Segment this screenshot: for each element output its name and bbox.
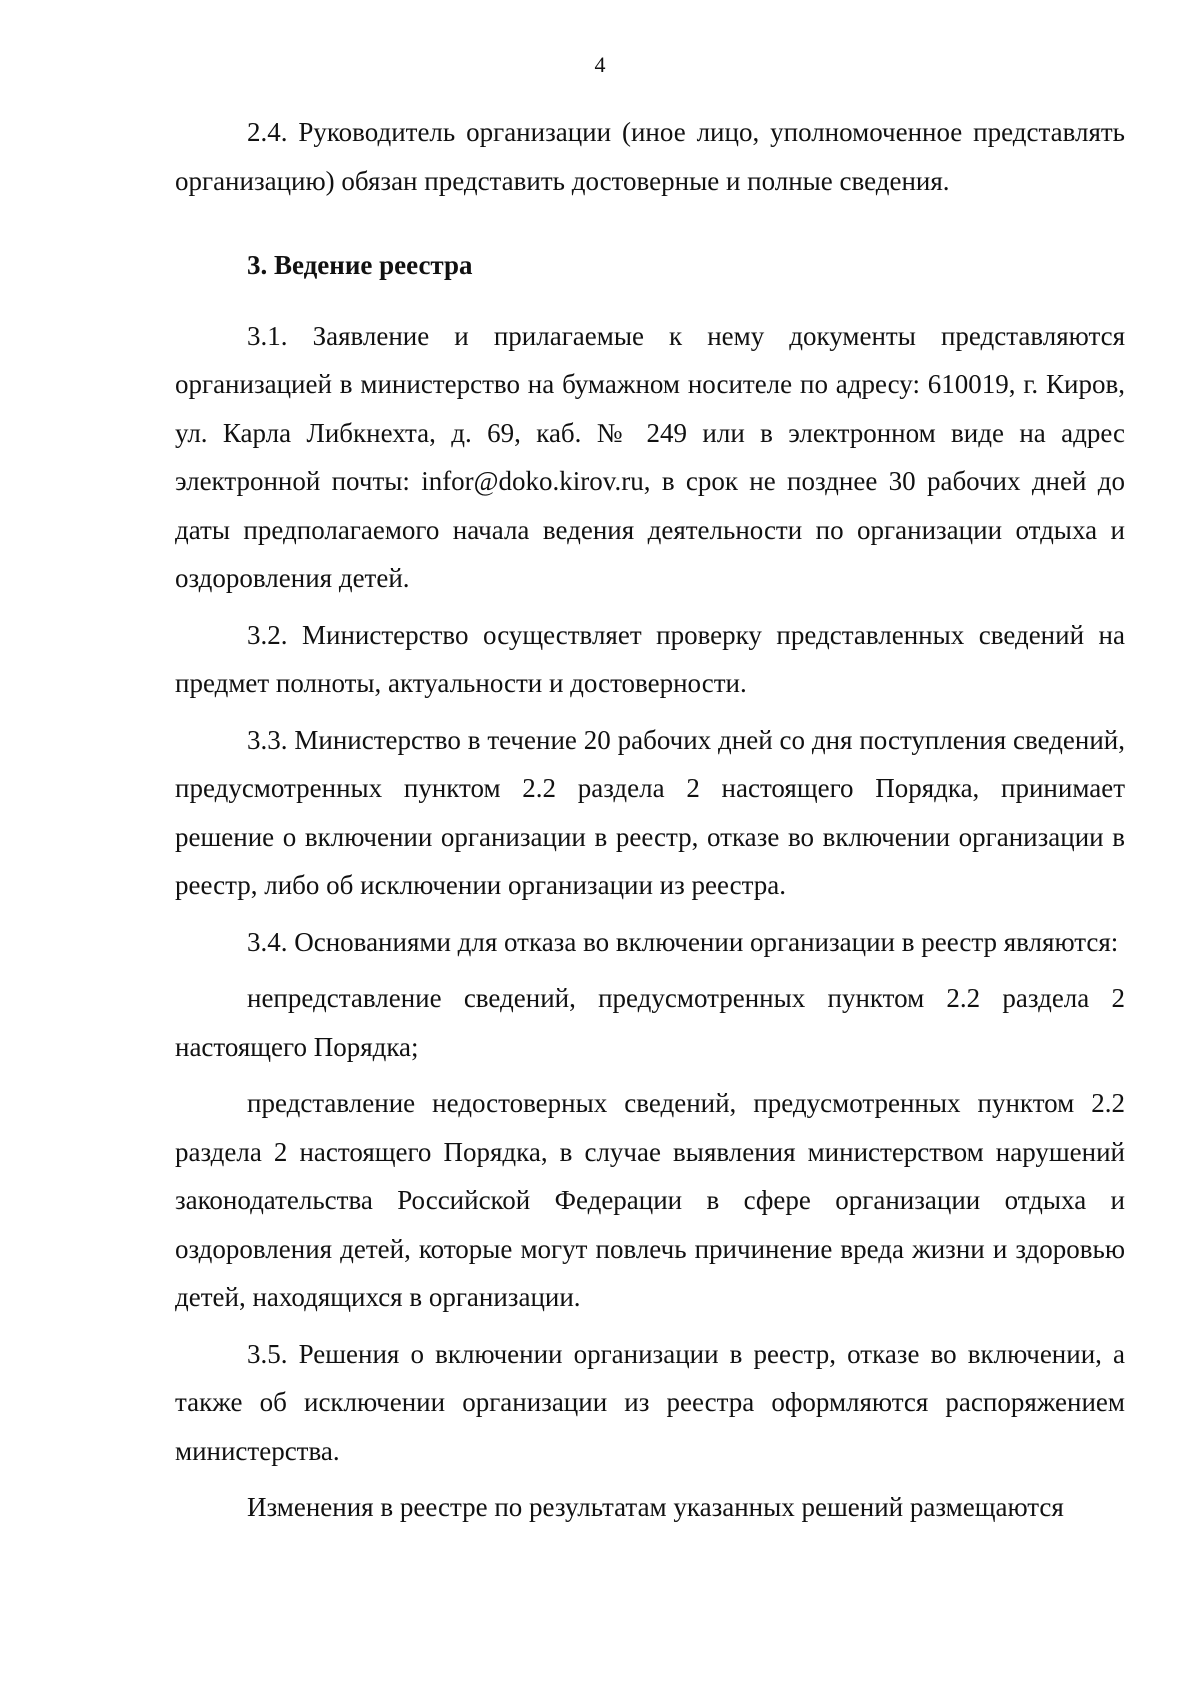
paragraph-3-5: 3.5. Решения о включении организации в реестр, отказе во включении, а также об исключении организации из реестра оформляются распоряжением министерства. — [175, 1338, 1125, 1466]
paragraph-gap — [175, 1475, 1125, 1483]
paragraph-3-3: 3.3. Министерство в течение 20 рабочих дней со дня поступления сведений, предусмотренных пунктом 2.2 раздела 2 настоящего Порядка, принимает решение о включении организации в реестр, отказе во включении организации в реестр, либо об исключении организации из реестра. — [175, 724, 1125, 900]
paragraph-gap — [175, 603, 1125, 611]
paragraph-3-1: 3.1. Заявление и прилагаемые к нему документы представляются организацией в министерство на бумажном носителе по адресу: 610019, г. Киров, ул. Карла Либкнехта, д. 69, каб. № 249 или в электронном виде на адрес электронной почты: infor@doko.kirov.ru, в срок не позднее 30 рабочих дней до даты предполагаемого начала ведения деятельности по организации отдыха и оздоровления детей. — [175, 320, 1125, 593]
page-number: 4 — [594, 52, 606, 77]
paragraph-2-4: 2.4. Руководитель организации (иное лицо, уполномоченное представлять организацию) обязан представить достоверные и полные сведения. — [175, 117, 1125, 196]
paragraph-3-2: 3.2. Министерство осуществляет проверку представленных сведений на предмет полноты, актуальности и достоверности. — [175, 619, 1125, 698]
section-heading: 3. Ведение реестра — [247, 250, 473, 280]
paragraph-registry-changes: Изменения в реестре по результатам указанных решений размещаются — [247, 1492, 1064, 1522]
list-item-unreliable-info: представление недостоверных сведений, предусмотренных пунктом 2.2 раздела 2 настоящего Порядка, в случае выявления министерством нарушений законодательства Российской Федерации в сфере организации отдыха и оздоровления детей, которые могут повлечь причинение вреда жизни и здоровью детей, находящихся в организации. — [175, 1088, 1125, 1312]
paragraph-3-4: 3.4. Основаниями для отказа во включении организации в реестр являются: — [247, 926, 1119, 957]
paragraph-gap — [175, 1322, 1125, 1330]
document-body — [175, 108, 1125, 1532]
paragraph-gap — [175, 966, 1125, 974]
paragraph-gap — [175, 708, 1125, 716]
paragraph-gap — [175, 1071, 1125, 1079]
paragraph-gap — [175, 910, 1125, 918]
list-item-nonsubmission: непредставление сведений, предусмотренных пунктом 2.2 раздела 2 настоящего Порядка; — [175, 983, 1125, 1062]
